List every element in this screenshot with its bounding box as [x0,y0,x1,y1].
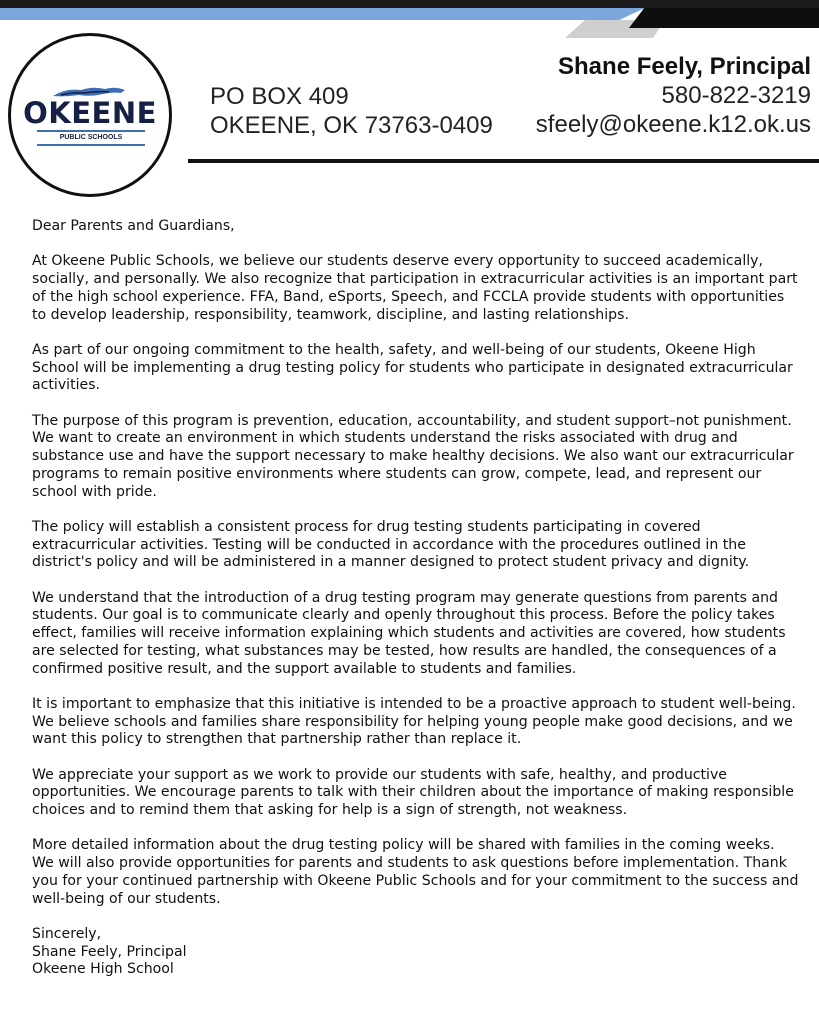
logo-wordmark: OKEENE [23,96,157,130]
principal-name: Shane Feely, Principal [558,53,811,80]
signature-name: Shane Feely, Principal [32,943,187,960]
letter-paragraph: We appreciate your support as we work to provide our students with safe, healthy, and productive opportunities. We encourage parents to talk with their children about the importance of making responsible choices and to remind them that asking for help is a sign of strength, not weakness. [32,766,794,819]
logo-subtitle: PUBLIC SCHOOLS [37,130,145,146]
school-logo [8,33,172,197]
header-accent-bar-black [629,8,819,28]
signature-school: Okeene High School [32,961,174,978]
header-divider [188,159,819,163]
letter-paragraph: As part of our ongoing commitment to the health, safety, and well-being of our students, Okeene High School will be implementing a drug testing policy for students who participate in designated extracurricular activities. [32,341,793,394]
letter-paragraph: The policy will establish a consistent process for drug testing students participating in covered extracurricular activities. Testing will be conducted in accordance with the procedures outlined in the district's policy and will be administered in a manner designed to protect student privacy and dignity. [32,518,750,571]
letter-paragraph: The purpose of this program is prevention, education, accountability, and student support–not punishment. We want to create an environment in which students understand the risks associated with drug and substance use and have the support necessary to make healthy decisions. We also want our extracurricular programs to remain positive environments where students can grow, compete, lead, and represent our school with pride. [32,412,794,500]
letter-body [32,218,800,979]
email-address: sfeely@okeene.k12.ok.us [535,111,811,138]
salutation: Dear Parents and Guardians, [32,218,235,234]
letter-paragraph: It is important to emphasize that this initiative is intended to be a proactive approach to student well-being. We believe schools and families share responsibility for helping young people make good decisions, and we want this policy to strengthen that partnership rather than replace it. [32,695,796,748]
address-line-1: PO BOX 409 [210,83,349,110]
letter-paragraph: At Okeene Public Schools, we believe our students deserve every opportunity to succeed academically, socially, and personally. We also recognize that participation in extracurricular activities is an important part of the high school experience. FFA, Band, eSports, Speech, and FCCLA provide students with opportunities to develop leadership, responsibility, teamwork, discipline, and lasting relationships. [32,253,798,323]
address-line-2: OKEENE, OK 73763-0409 [210,112,493,139]
school-address [210,82,493,140]
letter-paragraph: We understand that the introduction of a drug testing program may generate questions from parents and students. Our goal is to communicate clearly and openly throughout this process. Before the policy takes effect, families will receive information explaining which students and activities are covered, how students are selected for testing, what substances may be tested, how results are handled, the consequences of a confirmed positive result, and the support available to students and families. [32,589,786,677]
phone-number: 580-822-3219 [661,82,811,109]
header-accent-bar-dark [0,0,819,8]
letter-paragraph: More detailed information about the drug testing policy will be shared with families in the coming weeks. We will also provide opportunities for parents and students to ask questions before implementation. Thank you for your continued partnership with Okeene Public Schools and for your commitment to the success and well-being of our students. [32,837,799,907]
principal-contact [536,52,811,139]
closing: Sincerely, [32,925,102,942]
header-accent-bar-blue [0,8,645,20]
